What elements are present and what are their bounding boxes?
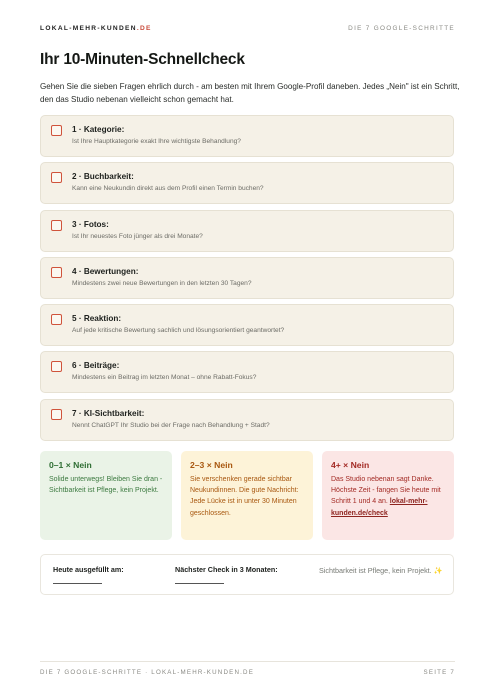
checklist-item-reaktion[interactable]: [40, 304, 454, 346]
brand-name: LOKAL-MEHR-KUNDEN: [40, 24, 137, 32]
result-title: 0–1 × Nein: [49, 460, 92, 470]
check-date-box: [40, 554, 454, 595]
checkbox[interactable]: [51, 220, 62, 231]
care-note-text: Sichtbarkeit ist Pflege, kein Projekt.: [319, 566, 432, 575]
checklist-item-beitraege[interactable]: [40, 351, 454, 393]
checklist-item-title: 2 · Buchbarkeit:: [72, 172, 134, 182]
checklist-item-question: Nennt ChatGPT Ihr Studio bei der Frage nach Behandlung + Stadt?: [72, 421, 270, 429]
checklist-item-title: 6 · Beiträge:: [72, 361, 120, 371]
checklist-item-title: 7 · KI-Sichtbarkeit:: [72, 408, 145, 418]
result-text: Sie verschenken gerade sichtbar Neukundinnen. Die gute Nachricht: Jede Lücke ist in unter 30 Minuten geschlossen.: [190, 476, 299, 517]
filled-date-label: Heute ausgefüllt am:: [53, 565, 124, 574]
checklist-item-title: 3 · Fotos:: [72, 219, 109, 229]
checkbox[interactable]: [51, 172, 62, 183]
checklist-item-question: Mindestens zwei neue Bewertungen in den letzten 30 Tagen?: [72, 279, 252, 287]
checklist-item-title: 4 · Bewertungen:: [72, 266, 139, 276]
result-box-good: [40, 451, 172, 540]
checkbox[interactable]: [51, 409, 62, 420]
page-footer: [40, 669, 455, 676]
checklist-item-question: Ist Ihre Hauptkategorie exakt Ihre wichtigste Behandlung?: [72, 138, 241, 145]
checklist-item-question: Mindestens ein Beitrag im letzten Monat – ohne Rabatt-Fokus?: [72, 374, 257, 382]
filled-date-field: [41, 555, 163, 594]
checklist-item-title: 1 · Kategorie:: [72, 125, 125, 134]
checklist-item-title: 5 · Reaktion:: [72, 314, 122, 324]
next-check-line[interactable]: [175, 583, 224, 584]
next-check-label: Nächster Check in 3 Monaten:: [175, 565, 278, 574]
section-label: DIE 7 GOOGLE-SCHRITTE: [348, 24, 455, 32]
brand-logo: [40, 25, 152, 32]
filled-date-line[interactable]: [53, 583, 102, 584]
page-number: SEITE 7: [423, 669, 455, 676]
checkbox[interactable]: [51, 361, 62, 372]
result-title: 2–3 × Nein: [190, 460, 233, 470]
checklist-item-question: Auf jede kritische Bewertung sachlich und lösungsorientiert geantwortet?: [72, 327, 285, 335]
next-check-field: [163, 555, 313, 594]
check-link[interactable]: lokal-mehr-kunden.de/check: [331, 498, 428, 517]
checklist-item-fotos[interactable]: [40, 210, 454, 252]
result-boxes: [40, 451, 454, 540]
footer-divider: [40, 661, 455, 662]
result-text: [331, 474, 445, 519]
checkbox[interactable]: [51, 314, 62, 325]
sparkle-icon: ✨: [433, 566, 443, 575]
footer-source: DIE 7 GOOGLE-SCHRITTE · LOKAL-MEHR-KUNDEN.DE: [40, 669, 255, 676]
checklist-item-kategorie[interactable]: [40, 115, 454, 157]
checklist-item-bewertungen[interactable]: [40, 257, 454, 299]
result-text-body: Das Studio nebenan sagt Danke. Höchste Zeit - fangen Sie heute mit Schritt 1 und 4 an.: [331, 476, 441, 506]
result-box-medium: [181, 451, 313, 540]
result-title: 4+ × Nein: [331, 460, 370, 470]
checkbox[interactable]: [51, 125, 62, 136]
page-title: Ihr 10-Minuten-Schnellcheck: [40, 51, 245, 68]
checklist: [40, 115, 454, 446]
intro-text: Gehen Sie die sieben Fragen ehrlich durch - am besten mit Ihrem Google-Profil daneben. Jedes „Nein" ist ein Schritt, den das Studio nebenan vielleicht schon gemacht hat.: [40, 82, 460, 104]
care-note: [313, 555, 453, 594]
page-header: [40, 22, 455, 34]
result-text: Solide unterwegs! Bleiben Sie dran - Sichtbarkeit ist Pflege, kein Projekt.: [49, 476, 163, 495]
checklist-item-ki-sichtbarkeit[interactable]: [40, 399, 454, 441]
checkbox[interactable]: [51, 267, 62, 278]
checklist-item-buchbarkeit[interactable]: [40, 162, 454, 204]
brand-tld: .DE: [136, 24, 152, 32]
checklist-item-question: Ist Ihr neuestes Foto jünger als drei Monate?: [72, 232, 203, 240]
result-box-bad: [322, 451, 454, 540]
checklist-item-question: Kann eine Neukundin direkt aus dem Profil einen Termin buchen?: [72, 185, 264, 193]
